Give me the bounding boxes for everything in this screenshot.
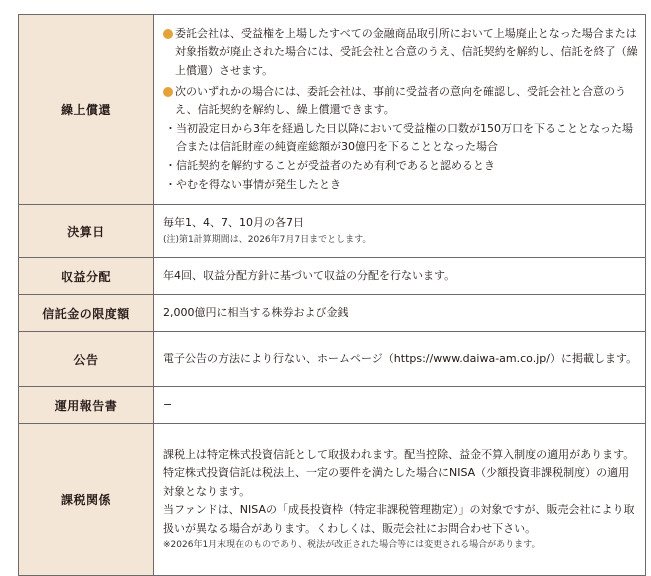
settlement-text: 毎年1、4、7、10月の各7日 xyxy=(163,216,304,230)
fund-terms-table xyxy=(18,14,646,576)
sub-item-text: 信託契約を解約することが受益者のため有利であると認めるとき xyxy=(176,158,495,172)
row-tax xyxy=(19,424,646,576)
header-settlement: 決算日 xyxy=(19,205,154,258)
tax-paragraph: 課税上は特定株式投資信託として取扱われます。配当控除、益金不算入制度の適用があります。 xyxy=(163,447,635,461)
sub-item xyxy=(163,157,639,176)
header-redemption: 繰上償還 xyxy=(19,15,154,205)
row-settlement xyxy=(19,205,646,258)
bullet-dot-icon xyxy=(163,29,173,39)
settlement-note: (注)第1計算期間は、2026年7月7日までとします。 xyxy=(163,234,372,245)
content-settlement xyxy=(154,205,646,258)
row-distribution xyxy=(19,258,646,295)
bullet-dot-icon xyxy=(163,87,173,97)
sub-item-text: やむを得ない事情が発生したとき xyxy=(176,177,341,191)
content-notice: 電子公告の方法により行ない、ホームページ（https://www.daiwa-am.co.jp/）に掲載します。 xyxy=(154,332,646,387)
content-redemption xyxy=(154,15,646,205)
content-trust-limit: 2,000億円に相当する株券および金銭 xyxy=(154,295,646,332)
header-report: 運用報告書 xyxy=(19,387,154,424)
tax-paragraph: 特定株式投資信託は税法上、一定の要件を満たした場合にNISA（少額投資非課税制度）の適用対象となります。 xyxy=(163,466,630,498)
row-notice xyxy=(19,332,646,387)
tax-note: ※2026年1月末現在のものであり、税法が改正された場合等には変更される場合があります。 xyxy=(163,540,541,551)
sub-marker: ・ xyxy=(165,177,176,191)
row-trust-limit xyxy=(19,295,646,332)
sub-item xyxy=(163,176,639,195)
sub-marker: ・ xyxy=(165,121,176,135)
header-trust-limit: 信託金の限度額 xyxy=(19,295,154,332)
row-redemption xyxy=(19,15,646,205)
bullet-text: 委託会社は、受益権を上場したすべての金融商品取引所において上場廃止となった場合または対象指数が廃止された場合には、受託会社と合意のうえ、信託契約を解約し、信託を終了（繰上償還）させます。 xyxy=(175,26,638,78)
fund-terms-table-container xyxy=(18,14,646,576)
bullet-text: 次のいずれかの場合には、委託会社は、事前に受益者の意向を確認し、受託会社と合意のうえ、信託契約を解約し、繰上償還できます。 xyxy=(175,84,626,117)
tax-paragraph: 当ファンドは、NISAの「成長投資枠（特定非課税管理勘定）」の対象ですが、販売会社により取扱いが異なる場合があります。くわしくは、販売会社にお問合わせ下さい。 xyxy=(163,503,635,535)
header-notice: 公告 xyxy=(19,332,154,387)
header-distribution: 収益分配 xyxy=(19,258,154,295)
sub-item-text: 当初設定日から3年を経過した日以降において受益権の口数が150万口を下ることとなった場合または信託財産の純資産総額が30億円を下ることとなった場合 xyxy=(176,121,633,154)
sub-marker: ・ xyxy=(165,158,176,172)
content-report: − xyxy=(154,387,646,424)
header-tax: 課税関係 xyxy=(19,424,154,576)
content-distribution: 年4回、収益分配方針に基づいて収益の分配を行ないます。 xyxy=(154,258,646,295)
sub-item xyxy=(163,120,639,157)
content-tax xyxy=(154,424,646,576)
bullet-item xyxy=(163,83,639,120)
row-report xyxy=(19,387,646,424)
bullet-item xyxy=(163,25,639,81)
